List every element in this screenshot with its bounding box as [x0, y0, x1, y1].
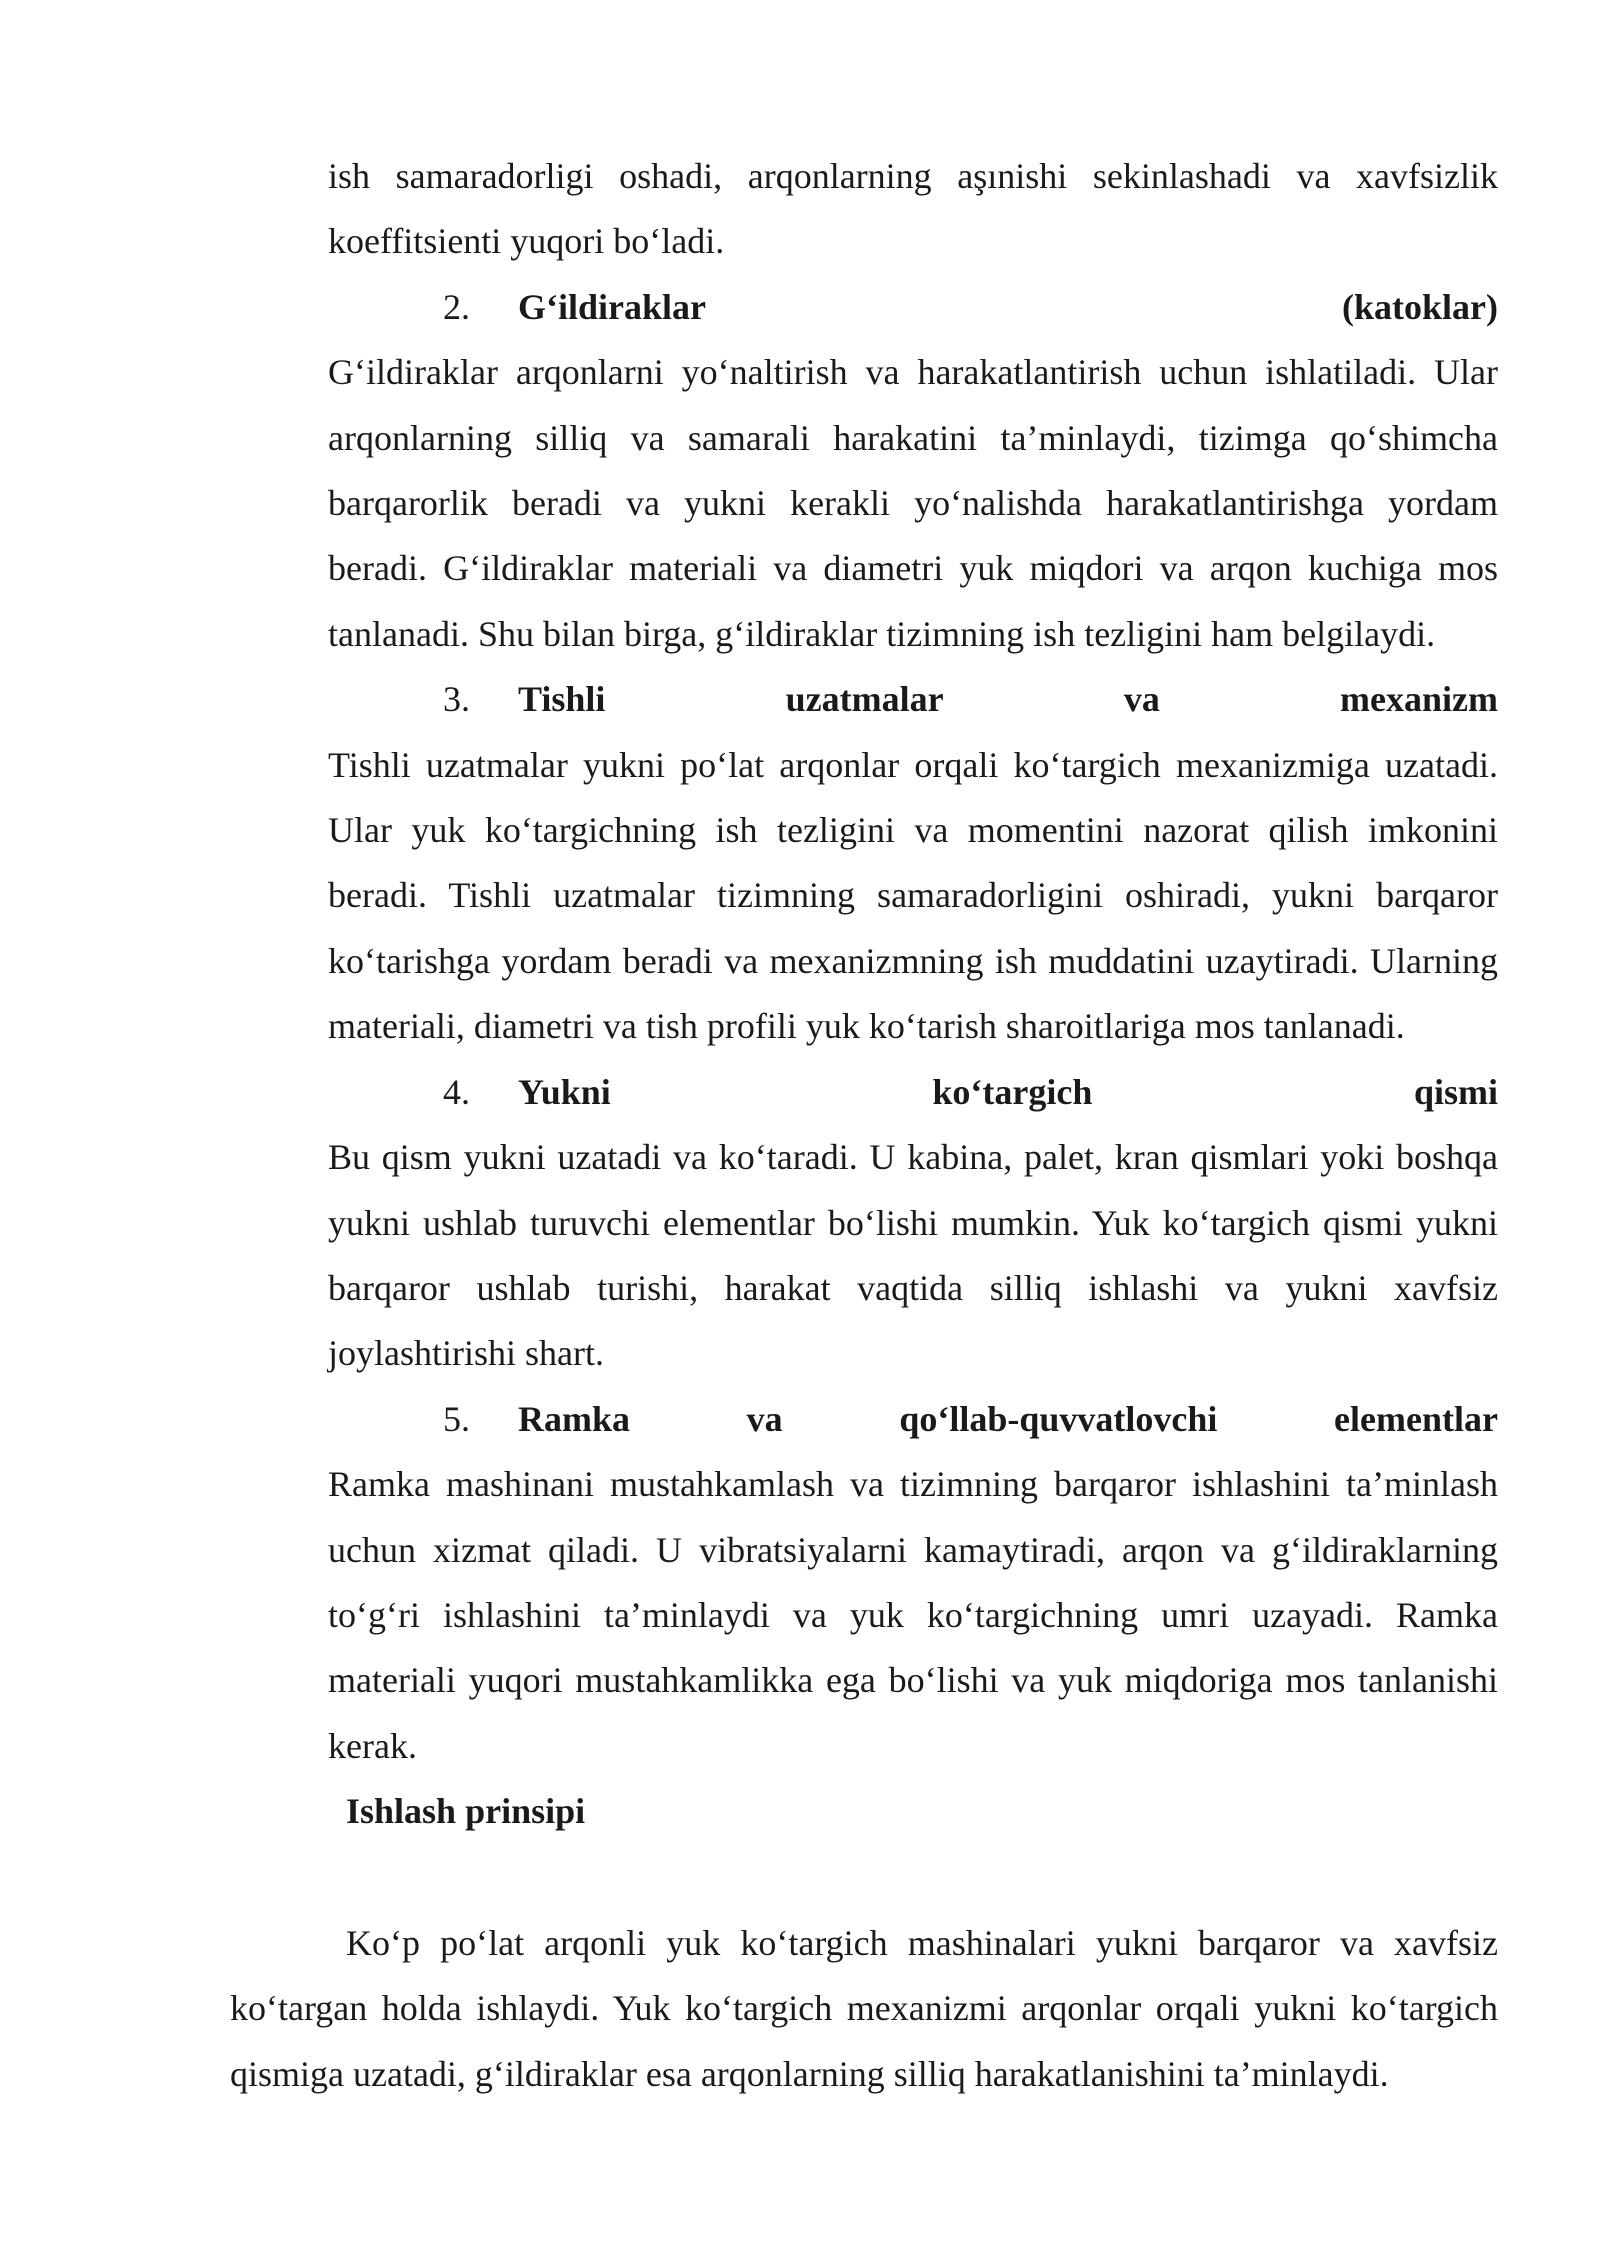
title-word: qismi [1413, 1071, 1498, 1112]
section-title [518, 275, 1498, 340]
section-title [518, 1060, 1498, 1125]
principle-paragraph: Ko‘p po‘lat arqonli yuk ko‘targich mashinalari yukni barqaror va xavfsiz ko‘targan holda ishlaydi. Yuk ko‘targich mexanizmi arqonlar orqali yukni ko‘targich qismiga uzatadi, g‘ildiraklar esa arqonlarning silliq harakatlanishini ta’minlaydi. [230, 1923, 1498, 2094]
title-word: ko‘targich [932, 1071, 1093, 1112]
principle-column [230, 1911, 1498, 2107]
section-body-4: Bu qism yukni uzatadi va ko‘taradi. U kabina, palet, kran qismlari yoki boshqa yukni ushlab turuvchi elementlar bo‘lishi mumkin. Yuk ko‘targich qismi yukni barqaror ushlab turishi, harakat vaqtida silliq ishlashi va yukni xavfsiz joylashtirishi shart. [328, 1137, 1498, 1374]
section-number: 4. [443, 1071, 470, 1112]
section-body-3: Tishli uzatmalar yukni po‘lat arqonlar orqali ko‘targich mexanizmiga uzatadi. Ular yuk ko‘targichning ish tezligini va momentini nazorat qilish imkonini beradi. Tishli uzatmalar tizimning samaradorligini oshiradi, yukni barqaror ko‘tarishga yordam beradi va mexanizmning ish muddatini uzaytiradi. Ularning materiali, diametri va tish profili yuk ko‘tarish sharoitlariga mos tanlanadi. [328, 744, 1498, 1047]
title-word: G‘ildiraklar [518, 286, 706, 327]
title-word: Yukni [518, 1071, 611, 1112]
title-word: va [1123, 679, 1160, 720]
title-word: Ramka [518, 1398, 631, 1439]
title-word: Tishli [518, 679, 606, 720]
title-word: mexanizm [1340, 679, 1498, 720]
intro-paragraph: ish samaradorligi oshadi, arqonlarning aşınishi sekinlashadi va xavfsizlik koeffitsienti yuqori bo‘ladi. [328, 156, 1498, 262]
section-heading-5 [328, 1387, 1498, 1452]
section-title [518, 1387, 1498, 1452]
title-word: va [746, 1398, 783, 1439]
section-body-2: G‘ildiraklar arqonlarni yo‘naltirish va harakatlantirish uchun ishlatiladi. Ular arqonlarning silliq va samarali harakatini ta’minlaydi, tizimga qo‘shimcha barqarorlik beradi va yukni kerakli yo‘nalishda harakatlantirishga yordam beradi. G‘ildiraklar materiali va diametri yuk miqdori va arqon kuchiga mos tanlanadi. Shu bilan birga, g‘ildiraklar tizimning ish tezligini ham belgilaydi. [328, 352, 1498, 654]
section-heading-2 [328, 275, 1498, 340]
section-title [518, 667, 1498, 732]
section-body-5: Ramka mashinani mustahkamlash va tizimning barqaror ishlashini ta’minlash uchun xizmat qiladi. U vibratsiyalarni kamaytiradi, arqon va g‘ildiraklarning to‘g‘ri ishlashini ta’minlaydi va yuk ko‘targichning umri uzayadi. Ramka materiali yuqori mustahkamlikka ega bo‘lishi va yuk miqdoriga mos tanlanishi kerak. [328, 1464, 1498, 1766]
section-heading-4 [328, 1060, 1498, 1125]
section-number: 2. [443, 286, 470, 327]
main-column [328, 144, 1498, 1845]
title-word: qo‘llab-quvvatlovchi [899, 1398, 1218, 1439]
section-number: 3. [443, 679, 470, 720]
title-word: uzatmalar [785, 679, 944, 720]
section-heading-3 [328, 667, 1498, 732]
title-word: elementlar [1334, 1398, 1498, 1439]
title-word: (katoklar) [1342, 286, 1498, 327]
section-number: 5. [443, 1398, 470, 1439]
principle-title: Ishlash prinsipi [346, 1791, 586, 1832]
